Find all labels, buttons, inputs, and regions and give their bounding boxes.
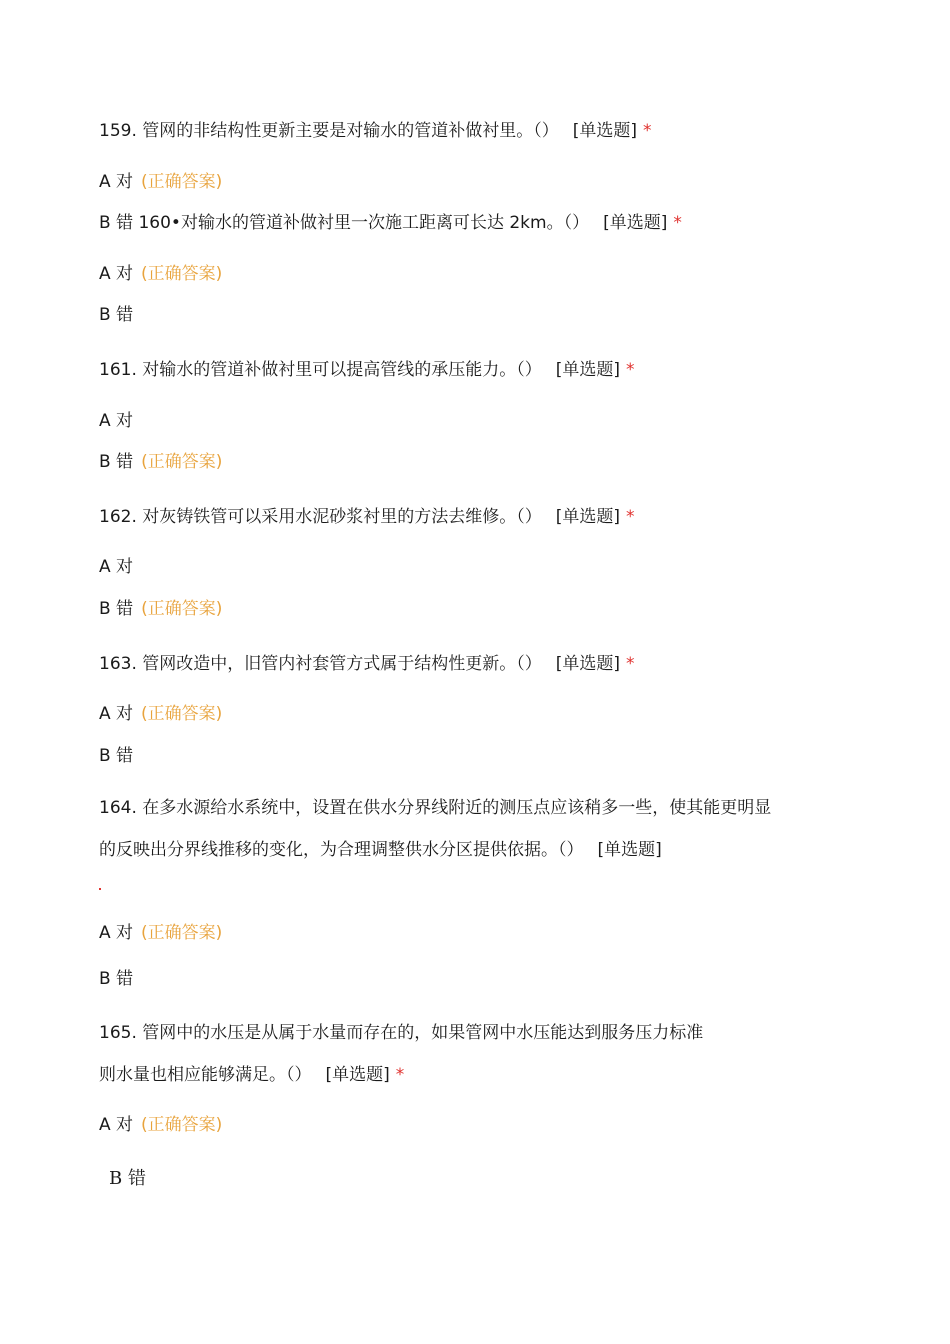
option-b[interactable] [99, 744, 133, 768]
question-type-tag: [单选题] [572, 121, 638, 141]
required-mark: * [626, 360, 635, 380]
option-label: A 对 [99, 704, 134, 724]
option-a[interactable] [99, 170, 222, 194]
option-a[interactable] [99, 702, 222, 726]
red-dot-mark [99, 888, 101, 890]
option-b[interactable] [99, 597, 222, 621]
option-b-and-question-text[interactable]: B 错 160•对输水的管道补做衬里一次施工距离可长达 2km。（） [99, 213, 590, 233]
question-160 [99, 211, 682, 235]
question-text: 159. 管网的非结构性更新主要是对输水的管道补做衬里。（） [99, 121, 559, 141]
option-a[interactable] [99, 262, 222, 286]
question-type-tag: [单选题] [555, 507, 621, 527]
question-165-line-1 [99, 1021, 703, 1045]
correct-answer-mark: (正确答案) [141, 599, 223, 619]
question-type-tag: [单选题] [325, 1065, 390, 1085]
option-b[interactable] [109, 1167, 146, 1191]
option-label: A 对 [99, 264, 134, 284]
required-mark: * [643, 121, 652, 141]
option-label: B 错 [99, 305, 134, 325]
question-161 [99, 358, 635, 382]
correct-answer-mark: (正确答案) [141, 172, 223, 192]
question-164-line-2 [99, 838, 662, 862]
question-text: 164. 在多水源给水系统中，设置在供水分界线附近的测压点应该稍多一些，使其能更明显 [99, 798, 772, 818]
option-label: A 对 [99, 411, 134, 431]
option-label: A 对 [99, 557, 134, 577]
required-mark: * [626, 507, 635, 527]
question-165-line-2 [99, 1063, 404, 1087]
option-label: A 对 [99, 172, 134, 192]
option-a[interactable] [99, 1113, 222, 1137]
question-text: 则水量也相应能够满足。（） [99, 1065, 312, 1085]
question-text: 162. 对灰铸铁管可以采用水泥砂浆衬里的方法去维修。（） [99, 507, 542, 527]
question-164-line-1 [99, 796, 771, 820]
option-label: A 对 [99, 1115, 134, 1135]
correct-answer-mark: (正确答案) [141, 264, 223, 284]
option-label: B 错 [99, 452, 134, 472]
option-a[interactable] [99, 409, 133, 433]
option-label: B 错 [109, 1168, 146, 1189]
option-a[interactable] [99, 555, 133, 579]
option-label: B 错 [99, 969, 134, 989]
option-b[interactable] [99, 303, 133, 327]
correct-answer-mark: (正确答案) [141, 1115, 223, 1135]
question-159 [99, 119, 652, 143]
question-text: 161. 对输水的管道补做衬里可以提高管线的承压能力。（） [99, 360, 542, 380]
question-type-tag: [单选题] [555, 654, 621, 674]
correct-answer-mark: (正确答案) [141, 923, 223, 943]
option-b[interactable] [99, 967, 133, 991]
question-162 [99, 505, 635, 529]
required-mark: * [395, 1065, 405, 1085]
option-b[interactable] [99, 450, 222, 474]
required-mark: * [673, 213, 682, 233]
question-text: 165. 管网中的水压是从属于水量而存在的，如果管网中水压能达到服务压力标准 [99, 1023, 704, 1043]
question-type-tag: [单选题] [603, 213, 668, 233]
question-163 [99, 652, 635, 676]
question-text: 的反映出分界线推移的变化，为合理调整供水分区提供依据。（） [99, 840, 584, 860]
option-label: B 错 [99, 746, 134, 766]
required-mark: * [626, 654, 635, 674]
question-type-tag: [单选题] [555, 360, 621, 380]
option-a[interactable] [99, 921, 222, 945]
correct-answer-mark: (正确答案) [141, 704, 223, 724]
question-type-tag: [单选题] [597, 840, 662, 860]
question-text: 163. 管网改造中，旧管内衬套管方式属于结构性更新。（） [99, 654, 542, 674]
option-label: B 错 [99, 599, 134, 619]
option-label: A 对 [99, 923, 134, 943]
correct-answer-mark: (正确答案) [141, 452, 223, 472]
